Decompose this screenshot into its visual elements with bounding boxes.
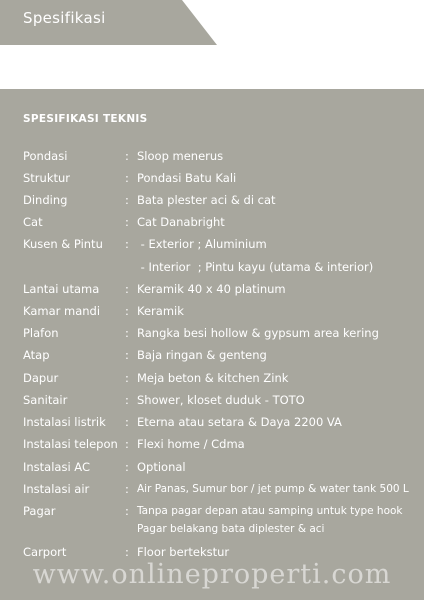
spec-value: Cat Danabright: [137, 215, 225, 229]
spec-separator: :: [125, 282, 129, 296]
spec-value: Flexi home / Cdma: [137, 437, 245, 451]
spec-value: Bata plester aci & di cat: [137, 193, 276, 207]
spec-separator: :: [125, 326, 129, 340]
spec-value: Keramik 40 x 40 platinum: [137, 282, 286, 296]
spec-label: Plafon: [23, 326, 59, 340]
spec-separator: :: [125, 415, 129, 429]
watermark: www.onlineproperti.com: [32, 559, 392, 590]
spec-label: Carport: [23, 545, 67, 559]
spec-value: Floor bertekstur: [137, 545, 230, 559]
spec-label: Instalasi air: [23, 482, 90, 496]
spec-value: Rangka besi hollow & gypsum area kering: [137, 326, 379, 340]
spec-separator: :: [125, 149, 129, 163]
spec-value-line-2: Pagar belakang bata diplester & aci: [137, 523, 325, 535]
tab-title: Spesifikasi: [23, 9, 106, 27]
spec-value-line-2: - Interior ; Pintu kayu (utama & interior): [137, 260, 374, 274]
spec-label: Instalasi AC: [23, 460, 91, 474]
spec-label: Kusen & Pintu: [23, 237, 103, 251]
spec-value: - Exterior ; Aluminium: [137, 237, 267, 251]
spec-separator: :: [125, 304, 129, 318]
spec-value: Air Panas, Sumur bor / jet pump & water tank 500 L: [137, 483, 409, 495]
spec-value: Tanpa pagar depan atau samping untuk type hook: [137, 505, 403, 517]
spec-label: Pagar: [23, 504, 56, 518]
spec-label: Kamar mandi: [23, 304, 101, 318]
spec-separator: :: [125, 215, 129, 229]
spec-value: Shower, kloset duduk - TOTO: [137, 393, 305, 407]
spec-label: Dapur: [23, 371, 59, 385]
spec-separator: :: [125, 371, 129, 385]
spec-label: Pondasi: [23, 149, 68, 163]
spec-separator: :: [125, 460, 129, 474]
spec-separator: :: [125, 393, 129, 407]
spec-value: Baja ringan & genteng: [137, 348, 267, 362]
spec-value: Eterna atau setara & Daya 2200 VA: [137, 415, 342, 429]
spec-separator: :: [125, 482, 129, 496]
spec-label: Atap: [23, 348, 50, 362]
spec-label: Lantai utama: [23, 282, 100, 296]
section-heading: SPESIFIKASI TEKNIS: [23, 113, 148, 125]
spec-separator: :: [125, 437, 129, 451]
spec-value: Pondasi Batu Kali: [137, 171, 237, 185]
spec-separator: :: [125, 171, 129, 185]
spec-label: Cat: [23, 215, 43, 229]
spec-label: Sanitair: [23, 393, 68, 407]
spec-separator: :: [125, 193, 129, 207]
spec-value: Meja beton & kitchen Zink: [137, 371, 289, 385]
spec-value: Keramik: [137, 304, 184, 318]
spec-separator: :: [125, 504, 129, 518]
spec-separator: :: [125, 348, 129, 362]
spec-panel: [0, 89, 424, 600]
spec-separator: :: [125, 545, 129, 559]
spec-value: Optional: [137, 460, 186, 474]
spec-separator: :: [125, 237, 129, 251]
spec-label: Struktur: [23, 171, 71, 185]
spec-label: Dinding: [23, 193, 68, 207]
spec-value: Sloop menerus: [137, 149, 224, 163]
spec-label: Instalasi listrik: [23, 415, 106, 429]
spec-label: Instalasi telepon: [23, 437, 118, 451]
